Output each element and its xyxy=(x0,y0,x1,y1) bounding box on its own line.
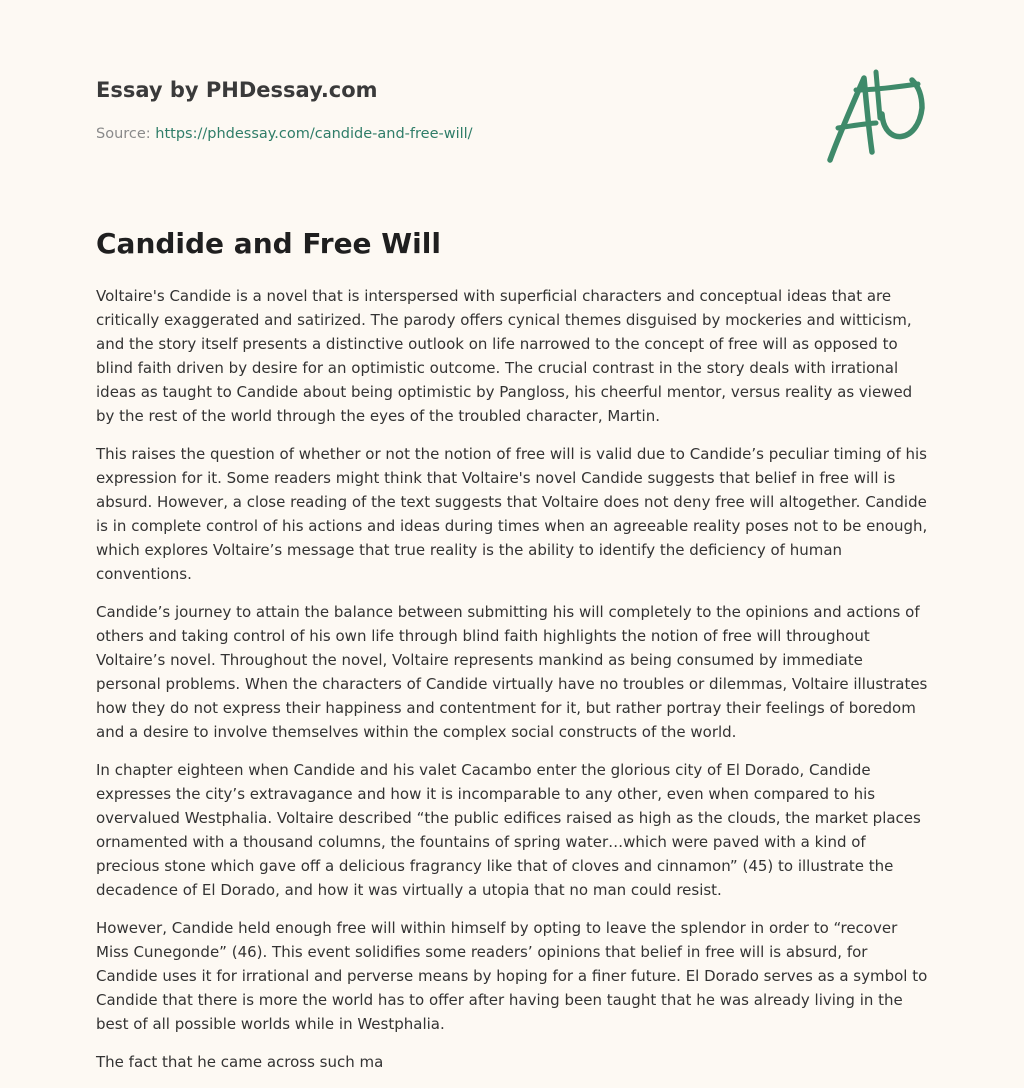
essay-paragraph: However, Candide held enough free will within himself by opting to leave the splendor in order to “recover Miss Cunegonde” (46). This event solidifies some readers’ opinions that belief in free will is absurd, for Candide uses it for irrational and perverse means by hoping for a finer future. El Dorado serves as a symbol to Candide that there is more the world has to offer after having been taught that he was already living in the best of all possible worlds while in Westphalia. xyxy=(96,919,928,1033)
a-plus-logo-icon xyxy=(822,68,928,164)
essay-body xyxy=(96,284,932,1088)
source-line xyxy=(96,124,696,144)
essay-paragraph: This raises the question of whether or not the notion of free will is valid due to Candide’s peculiar timing of his expression for it. Some readers might think that Voltaire's novel Candide suggests that belief in free will is absurd. However, a close reading of the text suggests that Voltaire does not deny free will altogether. Candide is in complete control of his actions and ideas during times when an agreeable reality poses not to be enough, which explores Voltaire’s message that true reality is the ability to identify the deficiency of human conventions. xyxy=(96,445,928,583)
source-link[interactable]: https://phdessay.com/candide-and-free-will/ xyxy=(155,126,473,142)
essay-title: Candide and Free Will xyxy=(96,227,441,260)
essay-paragraph: Voltaire's Candide is a novel that is interspersed with superficial characters and conceptual ideas that are critically exaggerated and satirized. The parody offers cynical themes disguised by mockeries and witticism, and the story itself presents a distinctive outlook on life narrowed to the concept of free will as opposed to blind faith driven by desire for an optimistic outcome. The crucial contrast in the story deals with irrational ideas as taught to Candide about being optimistic by Pangloss, his cheerful mentor, versus reality as viewed by the rest of the world through the eyes of the troubled character, Martin. xyxy=(96,287,913,425)
site-title: Essay by PHDessay.com xyxy=(96,78,378,102)
source-label: Source: xyxy=(96,126,156,142)
essay-paragraph: In chapter eighteen when Candide and his valet Cacambo enter the glorious city of El Dorado, Candide expresses the city’s extravagance and how it is incomparable to any other, even when compared to his overvalued Westphalia. Voltaire described “the public edifices raised as high as the clouds, the market places ornamented with a thousand columns, the fountains of spring water…which were paved with a kind of precious stone which gave off a delicious fragrancy like that of cloves and cinnamon” (45) to illustrate the decadence of El Dorado, and how it was virtually a utopia that no man could resist. xyxy=(96,761,921,899)
essay-paragraph: Candide’s journey to attain the balance between submitting his will completely to the opinions and actions of others and taking control of his own life through blind faith highlights the notion of free will throughout Voltaire’s novel. Throughout the novel, Voltaire represents mankind as being consumed by immediate personal problems. When the characters of Candide virtually have no troubles or dilemmas, Voltaire illustrates how they do not express their happiness and contentment for it, but rather portray their feelings of boredom and a desire to involve themselves within the complex social constructs of the world. xyxy=(96,603,928,741)
essay-header xyxy=(96,76,696,144)
essay-paragraph: The fact that he came across such ma xyxy=(96,1053,384,1071)
